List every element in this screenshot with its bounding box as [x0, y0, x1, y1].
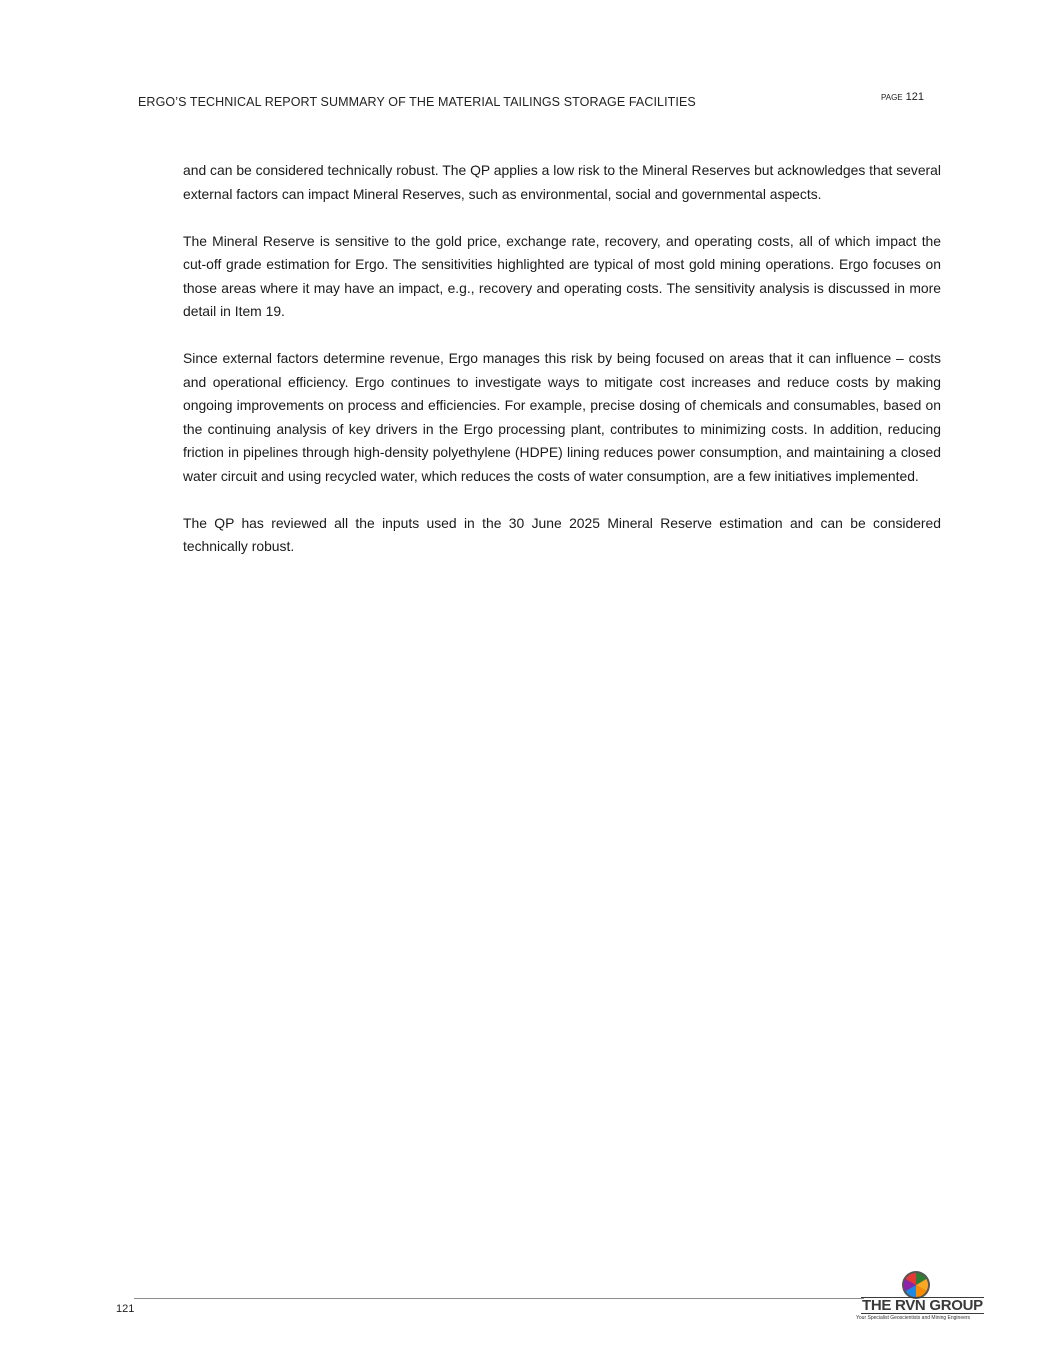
header-page-value: 121 — [905, 91, 924, 103]
footer-divider — [134, 1298, 864, 1299]
document-body — [183, 159, 941, 582]
paragraph-4: The QP has reviewed all the inputs used in the 30 June 2025 Mineral Reserve estimation and can be considered technically robust. — [183, 514, 941, 554]
rvn-group-logo — [852, 1270, 982, 1322]
paragraph-2: The Mineral Reserve is sensitive to the gold price, exchange rate, recovery, and operating costs, all of which impact the cut-off grade estimation for Ergo. The sensitivities highlighted are typical of most gold mining operations. Ergo focuses on those areas where it may have an impact, e.g., recovery and operating costs. The sensitivity analysis is discussed in more detail in Item 19. — [183, 232, 941, 319]
logo-tagline: Your Specialist Geoscientists and Mining Engineers — [856, 1315, 971, 1321]
paragraph-1: and can be considered technically robust. The QP applies a low risk to the Mineral Reserves but acknowledges that several external factors can impact Mineral Reserves, such as environmental, social and governmental aspects. — [183, 162, 941, 202]
header-page-label: PAGE — [881, 93, 903, 102]
report-header-title: ERGO’S TECHNICAL REPORT SUMMARY OF THE MATERIAL TAILINGS STORAGE FACILITIES — [138, 95, 696, 109]
header-page-number — [881, 91, 924, 103]
logo-wordmark: THE RVN GROUP — [862, 1297, 983, 1314]
footer-page-number: 121 — [116, 1303, 135, 1315]
rvn-pie-logo-icon — [901, 1270, 931, 1300]
paragraph-3: Since external factors determine revenue, Ergo manages this risk by being focused on areas that it can influence – costs and operational efficiency. Ergo continues to investigate ways to mitigate cost increases and reduce costs by making ongoing improvements on process and efficiencies. For example, precise dosing of chemicals and consumables, based on the continuing analysis of key drivers in the Ergo processing plant, contributes to minimizing costs. In addition, reducing friction in pipelines through high-density polyethylene (HDPE) lining reduces power consumption, and maintaining a closed water circuit and using recycled water, which reduces the costs of water consumption, are a few initiatives implemented. — [183, 350, 941, 484]
